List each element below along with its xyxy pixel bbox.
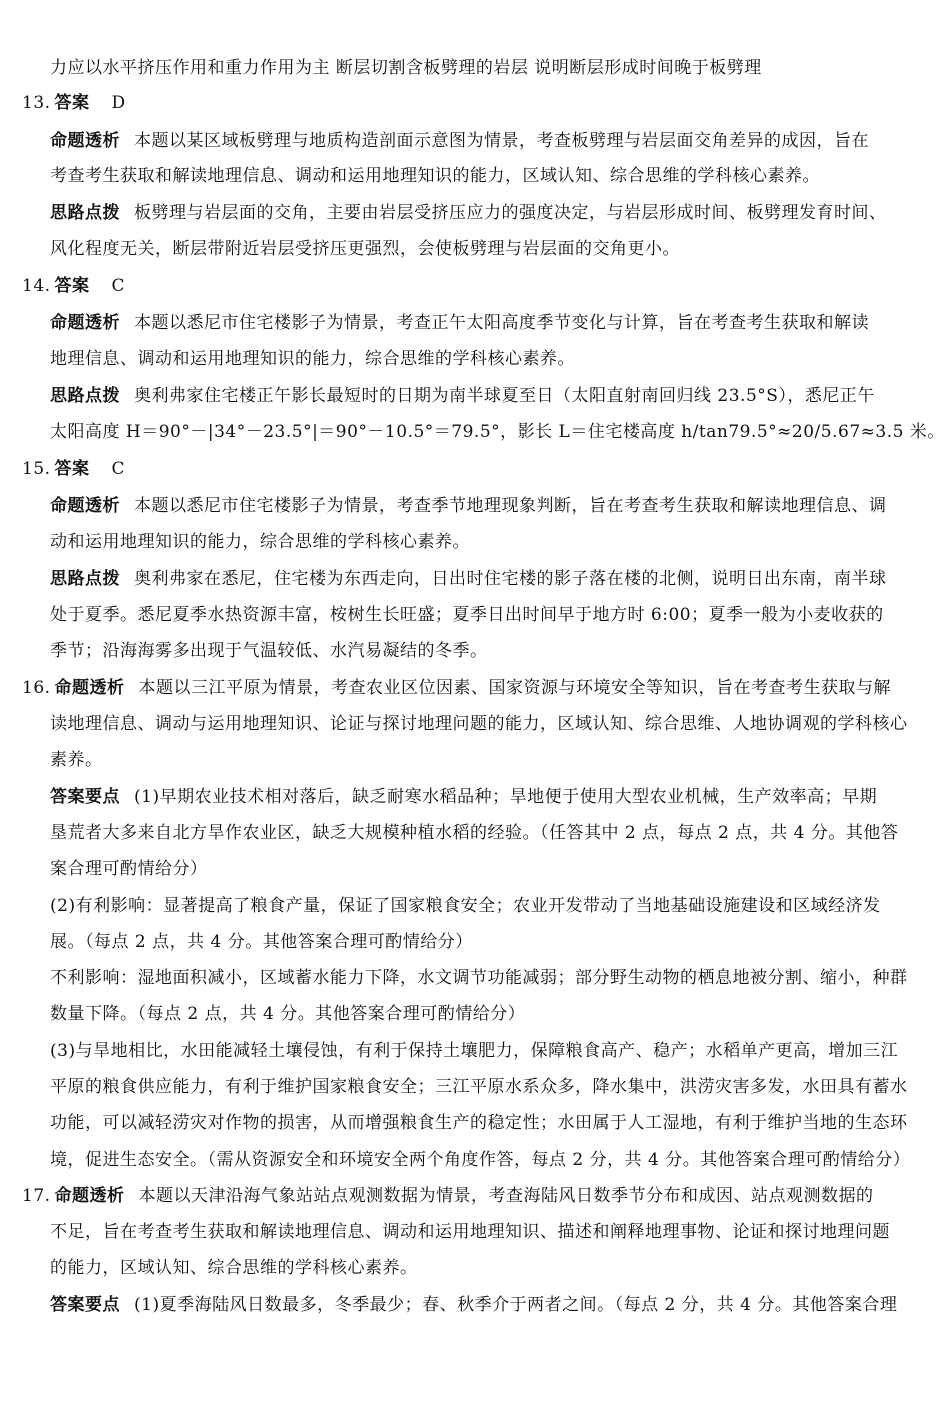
section-label: 答案要点: [50, 1295, 120, 1315]
text-line: 数量下降。（每点 2 点，共 4 分。其他答案合理可酌情给分）: [50, 1004, 526, 1024]
answer-choice: C: [111, 276, 126, 296]
proposition-analysis: 命题透析 本题以某区域板劈理与地质构造剖面示意图为情景，考查板劈理与岩层面交角差异的成因，旨在: [50, 131, 869, 151]
section-label: 答案要点: [50, 787, 120, 807]
proposition-analysis: 命题透析 本题以悉尼市住宅楼影子为情景，考查季节地理现象判断，旨在考查考生获取和解读地理信息、调: [50, 496, 887, 516]
text-line: 风化程度无关，断层带附近岩层受挤压更强烈，会使板劈理与岩层面的交角更小。: [50, 239, 680, 259]
question-17-proposition: 17. 命题透析 本题以天津沿海气象站站点观测数据为情景，考查海陆风日数季节分布和成因、站点观测数据的: [22, 1186, 874, 1206]
section-label: 思路点拨: [50, 203, 120, 223]
section-label: 命题透析: [54, 678, 125, 698]
text-line: 季节；沿海海雾多出现于气温较低、水汽易凝结的冬季。: [50, 641, 488, 661]
section-label: 思路点拨: [50, 569, 120, 589]
section-label: 命题透析: [50, 131, 120, 151]
question-16-proposition: 16. 命题透析 本题以三江平原为情景，考查农业区位因素、国家资源与环境安全等知识，旨在考查考生获取与解: [22, 678, 892, 698]
section-label: 命题透析: [50, 313, 120, 333]
question-13-answer: [0, 86, 950, 120]
text-line: (2)有利影响：显著提高了粮食产量，保证了国家粮食安全；农业开发带动了当地基础设施建设和区域经济发: [50, 896, 881, 916]
question-number: 14.: [22, 276, 51, 296]
text-line: 处于夏季。悉尼夏季水热资源丰富，桉树生长旺盛；夏季日出时间早于地方时 6:00；夏季一般为小麦收获的: [50, 605, 884, 625]
text-line: 案合理可酌情给分）: [50, 859, 208, 879]
text-line: 平原的粮食供应能力，有利于维护国家粮食安全；三江平原水系众多，降水集中，洪涝灾害多发，水田具有蓄水: [50, 1077, 908, 1097]
section-label: 思路点拨: [50, 386, 120, 406]
proposition-analysis: 命题透析 本题以悉尼市住宅楼影子为情景，考查正午太阳高度季节变化与计算，旨在考查考生获取和解读: [50, 313, 869, 333]
text-line: 的能力，区域认知、综合思维的学科核心素养。: [50, 1258, 418, 1278]
text-line: 力应以水平挤压作用和重力作用为主 断层切割含板劈理的岩层 说明断层形成时间晚于板劈理: [50, 58, 762, 78]
answer-label: 答案: [54, 93, 90, 113]
text-line: 动和运用地理知识的能力，综合思维的学科核心素养。: [50, 532, 470, 552]
answer-key-points: 答案要点 (1)夏季海陆风日数最多，冬季最少；春、秋季介于两者之间。（每点 2 分，共 4 分。其他答案合理: [50, 1295, 898, 1315]
solution-hint: 思路点拨 奥利弗家住宅楼正午影长最短时的日期为南半球夏至日（太阳直射南回归线 23.5°S），悉尼正午: [50, 386, 875, 406]
question-number: 16.: [22, 678, 51, 698]
answer-label: 答案: [54, 459, 90, 479]
text-line: 境，促进生态安全。（需从资源安全和环境安全两个角度作答，每点 2 分，共 4 分。其他答案合理可酌情给分）: [50, 1150, 911, 1170]
answer-choice: C: [111, 459, 126, 479]
text-line: 考查考生获取和解读地理信息、调动和运用地理知识的能力，区域认知、综合思维的学科核心素养。: [50, 166, 820, 186]
answer-key-points: 答案要点 (1)早期农业技术相对落后，缺乏耐寒水稻品种；旱地便于使用大型农业机械，生产效率高；早期: [50, 787, 878, 807]
answer-label: 答案: [54, 276, 90, 296]
text-line: 垦荒者大多来自北方旱作农业区，缺乏大规模种植水稻的经验。（任答其中 2 点，每点 2 点，共 4 分。其他答: [50, 823, 899, 843]
question-number: 17.: [22, 1186, 51, 1206]
section-label: 命题透析: [50, 496, 120, 516]
question-number: 13.: [22, 93, 51, 113]
text-line: 展。（每点 2 点，共 4 分。其他答案合理可酌情给分）: [50, 932, 473, 952]
answer-choice: D: [111, 93, 126, 113]
solution-hint: 思路点拨 奥利弗家在悉尼，住宅楼为东西走向，日出时住宅楼的影子落在楼的北侧，说明日出东南，南半球: [50, 569, 887, 589]
question-14-answer: [0, 269, 950, 303]
text-line: 功能，可以减轻涝灾对作物的损害，从而增强粮食生产的稳定性；水田属于人工湿地，有利于维护当地的生态环: [50, 1113, 908, 1133]
text-line: 素养。: [50, 750, 103, 770]
text-line: 太阳高度 H＝90°－|34°－23.5°|＝90°－10.5°＝79.5°，影长 L＝住宅楼高度 h/tan79.5°≈20/5.67≈3.5 米。: [50, 422, 945, 442]
text-line: 不利影响：湿地面积减小，区域蓄水能力下降，水文调节功能减弱；部分野生动物的栖息地被分割、缩小，种群: [50, 968, 908, 988]
question-15-answer: [0, 452, 950, 486]
solution-hint: 思路点拨 板劈理与岩层面的交角，主要由岩层受挤压应力的强度决定，与岩层形成时间、板劈理发育时间、: [50, 203, 887, 223]
text-line: (3)与旱地相比，水田能减轻土壤侵蚀，有利于保持土壤肥力，保障粮食高产、稳产；水稻单产更高，增加三江: [50, 1041, 899, 1061]
text-line: 地理信息、调动和运用地理知识的能力，综合思维的学科核心素养。: [50, 349, 575, 369]
text-line: 读地理信息、调动与运用地理知识、论证与探讨地理问题的能力，区域认知、综合思维、人地协调观的学科核心: [50, 714, 908, 734]
text-line: 不足，旨在考查考生获取和解读地理信息、调动和运用地理知识、描述和阐释地理事物、论证和探讨地理问题: [50, 1222, 890, 1242]
section-label: 命题透析: [54, 1186, 125, 1206]
question-number: 15.: [22, 459, 51, 479]
